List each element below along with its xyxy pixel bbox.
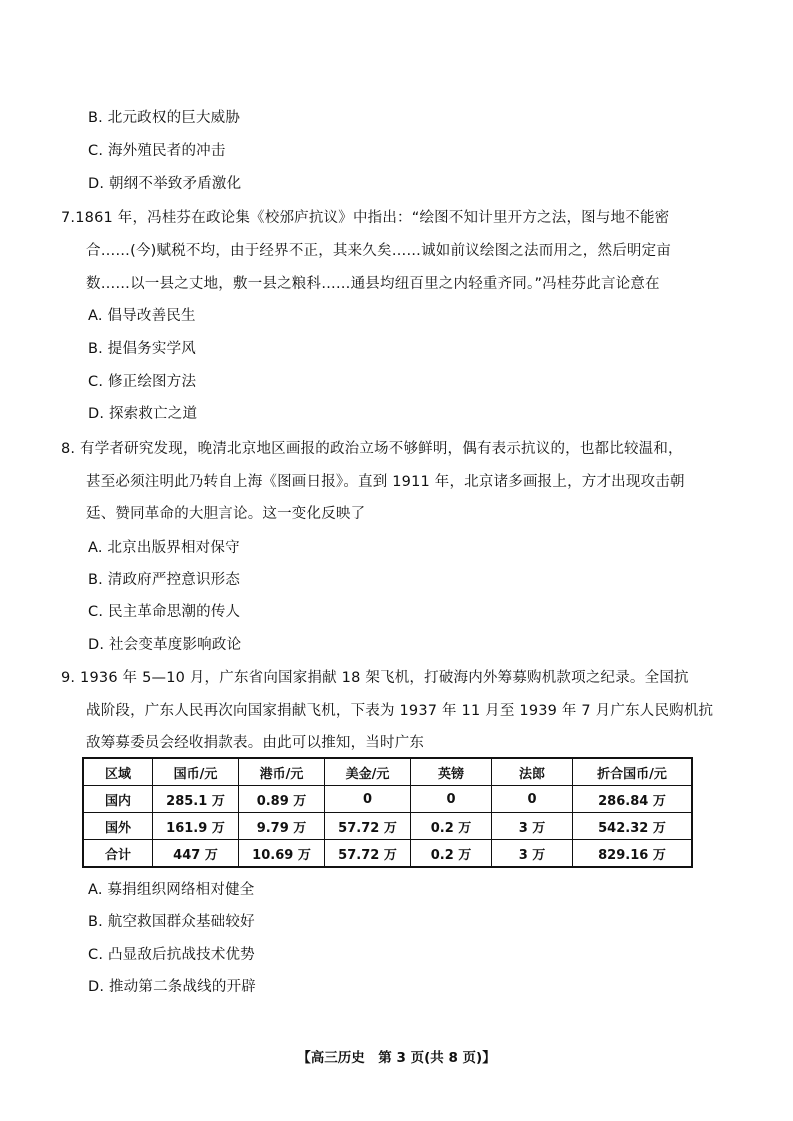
table-cell: 3 万 [492, 813, 573, 840]
table-cell: 0.2 万 [411, 840, 492, 868]
table-cell: 285.1 万 [153, 786, 239, 813]
q8-stem-line-2: 甚至必须注明此乃转自上海《图画日报》。直到 1911 年，北京诸多画报上，方才出现攻击朝 [86, 474, 685, 490]
q8-stem-line-1: 8. 有学者研究发现，晚清北京地区画报的政治立场不够鲜明，偶有表示抗议的，也都比较温和， [61, 441, 683, 457]
table-cell: 9.79 万 [239, 813, 325, 840]
q6-option-c: C. 海外殖民者的冲击 [88, 143, 226, 159]
q9-option-d: D. 推动第二条战线的开辟 [88, 979, 256, 995]
q6-option-b: B. 北元政权的巨大威胁 [88, 110, 241, 126]
q9-option-b: B. 航空救国群众基础较好 [88, 914, 255, 930]
table-cell: 10.69 万 [239, 840, 325, 868]
table-cell: 国外 [83, 813, 153, 840]
table-cell: 0.2 万 [411, 813, 492, 840]
table-header: 法郎 [492, 758, 573, 786]
table-cell: 0 [411, 786, 492, 813]
donation-table [82, 757, 693, 868]
q9-option-c: C. 凸显敌后抗战技术优势 [88, 947, 255, 963]
table-header: 港币/元 [239, 758, 325, 786]
table-cell: 3 万 [492, 840, 573, 868]
q7-option-a: A. 倡导改善民生 [88, 308, 196, 324]
q7-option-c: C. 修正绘图方法 [88, 374, 197, 390]
q8-option-c: C. 民主革命思潮的传人 [88, 604, 241, 620]
q6-option-d: D. 朝纲不举致矛盾激化 [88, 176, 242, 192]
table-header: 国币/元 [153, 758, 239, 786]
table-row [83, 813, 692, 840]
table-header: 区域 [83, 758, 153, 786]
q8-stem-line-3: 廷、赞同革命的大胆言论。这一变化反映了 [86, 506, 366, 522]
q7-option-b: B. 提倡务实学风 [88, 341, 196, 357]
table-cell: 0 [325, 786, 411, 813]
table-cell: 0 [492, 786, 573, 813]
q8-option-a: A. 北京出版界相对保守 [88, 540, 240, 556]
table-header: 美金/元 [325, 758, 411, 786]
table-header: 折合国币/元 [573, 758, 693, 786]
q7-stem-line-3: 数……以一县之丈地，敷一县之粮科……通县均纽百里之内轻重齐同。”冯桂芬此言论意在 [86, 276, 660, 292]
q8-option-d: D. 社会变革度影响政论 [88, 637, 242, 653]
table-row [83, 786, 692, 813]
table-cell: 447 万 [153, 840, 239, 868]
q9-stem-line-3: 敌筹募委员会经收捐款表。由此可以推知，当时广东 [86, 735, 425, 751]
q9-stem-line-2: 战阶段，广东人民再次向国家捐献飞机，下表为 1937 年 11 月至 1939 年 7 月广东人民购机抗 [86, 703, 714, 719]
table-cell: 829.16 万 [573, 840, 693, 868]
table-cell: 合计 [83, 840, 153, 868]
q8-option-b: B. 清政府严控意识形态 [88, 572, 241, 588]
table-header: 英镑 [411, 758, 492, 786]
table-cell: 0.89 万 [239, 786, 325, 813]
table-cell: 57.72 万 [325, 840, 411, 868]
table-cell: 542.32 万 [573, 813, 693, 840]
q9-stem-line-1: 9. 1936 年 5—10 月，广东省向国家捐献 18 架飞机，打破海内外筹募购机款项之纪录。全国抗 [61, 670, 689, 686]
q9-option-a: A. 募捐组织网络相对健全 [88, 882, 255, 898]
table-cell: 国内 [83, 786, 153, 813]
table-cell: 57.72 万 [325, 813, 411, 840]
table-cell: 286.84 万 [573, 786, 693, 813]
q7-stem-line-1: 7.1861 年，冯桂芬在政论集《校邠庐抗议》中指出：“绘图不知计里开方之法，图与地不能密 [61, 210, 670, 226]
q7-stem-line-2: 合……(今)赋税不均，由于经界不正，其来久矣……诚如前议绘图之法而用之，然后明定亩 [86, 243, 672, 259]
table-row [83, 840, 692, 868]
table-cell: 161.9 万 [153, 813, 239, 840]
page-footer: 【高三历史 第 3 页(共 8 页)】 [297, 1050, 496, 1066]
table-header-row [83, 758, 692, 786]
q7-option-d: D. 探索救亡之道 [88, 406, 198, 422]
